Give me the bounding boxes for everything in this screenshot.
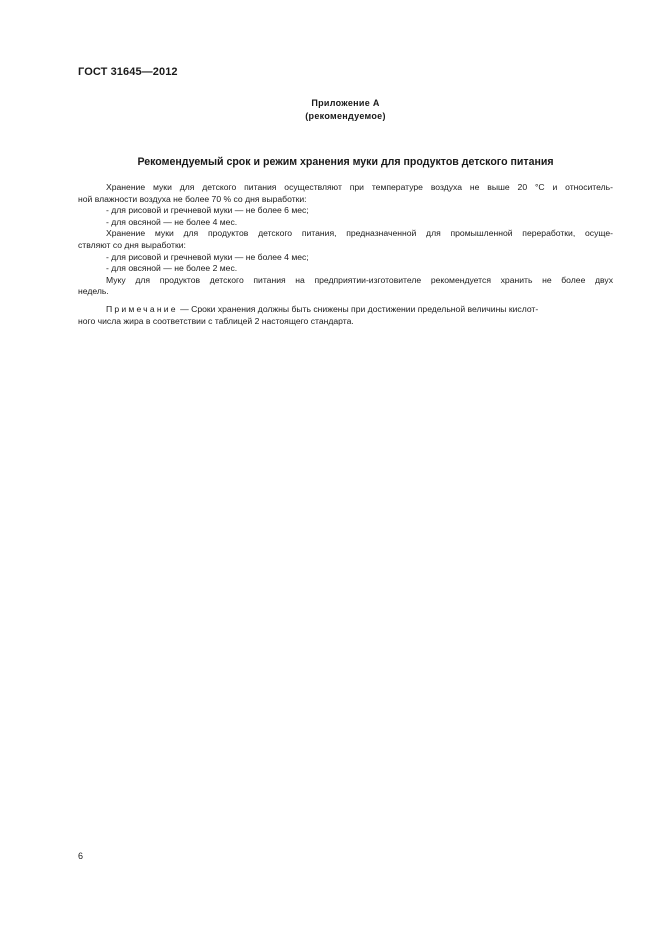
paragraph-1-line-2: ной влажности воздуха не более 70 % со дня выработки: (78, 193, 307, 204)
note-line-1-text: — Сроки хранения должны быть снижены при достижении предельной величины кислот- (177, 303, 539, 314)
paragraph-1-line-1: Хранение муки для детского питания осуществляют при температуре воздуха не выше 20 °С и относитель- (106, 182, 613, 192)
paragraph-2-line-2: ствляют со дня выработки: (78, 239, 186, 250)
appendix-status: (рекомендуемое) (305, 111, 386, 121)
paragraph-2-line-1: Хранение муки для продуктов детского питания, предназначенной для промышленной переработки, осуще- (106, 228, 613, 239)
paragraph-2-list-item-2: - для овсяной — не более 2 мес. (106, 263, 238, 274)
paragraph-1-list-item-2: - для овсяной — не более 4 мес. (106, 216, 238, 227)
paragraph-2-list-item-1: - для рисовой и гречневой муки — не более 4 мес; (106, 251, 309, 262)
note-line-2: ного числа жира в соответствии с таблицей 2 настоящего стандарта. (78, 315, 354, 326)
appendix-label: Приложение А (311, 98, 380, 108)
document-standard-number: ГОСТ 31645—2012 (78, 66, 178, 78)
document-body (78, 182, 613, 327)
paragraph-3-line-1: Муку для продуктов детского питания на предприятии-изготовителе рекомендуется хранить не более двух (106, 274, 613, 285)
section-title: Рекомендуемый срок и режим хранения муки для продуктов детского питания (137, 156, 554, 168)
page-number: 6 (78, 851, 84, 861)
note-line-1 (78, 304, 613, 316)
appendix-heading (78, 97, 613, 123)
paragraph-3-line-2: недель. (78, 286, 109, 297)
paragraph-1-list-item-1: - для рисовой и гречневой муки — не более 6 мес; (106, 205, 309, 216)
note-label: Примечание (106, 303, 178, 314)
